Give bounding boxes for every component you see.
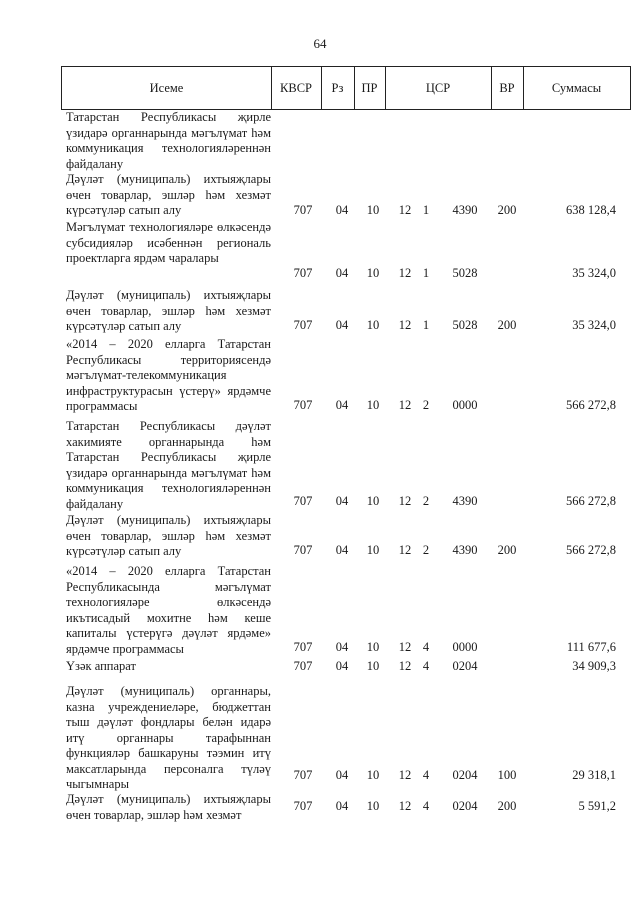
row-csr-program: 12: [398, 768, 412, 782]
row-name: Дәүләт (муниципаль) ихтыяҗлары өчен товарлар, эшләр һәм хезмәт күрсәтүләр сатып алу: [66, 288, 271, 333]
row-kvsr: 707: [293, 266, 313, 280]
row-csr-code: 4390: [452, 203, 478, 217]
row-kvsr: 707: [293, 768, 313, 782]
row-rz: 04: [335, 318, 349, 332]
row-vr: 200: [497, 318, 517, 332]
row-sum: 566 272,8: [566, 398, 616, 412]
row-name: «2014 – 2020 елларга Татарстан Республикасында мәгълүмат технологияләре өлкәсендә икътисадый мохитне һәм кеше капиталы үстерүгә дәүләт ярдәме» ярдәмче программасы: [66, 564, 271, 656]
row-csr-code: 5028: [452, 318, 478, 332]
row-rz: 04: [335, 799, 349, 813]
row-sum: 5 591,2: [578, 799, 616, 813]
row-pr: 10: [366, 640, 380, 654]
row-rz: 04: [335, 659, 349, 673]
row-name: Дәүләт (муниципаль) ихтыяҗлары өчен товарлар, эшләр һәм хезмәт: [66, 792, 271, 822]
row-sum: 638 128,4: [566, 203, 616, 217]
row-pr: 10: [366, 543, 380, 557]
row-vr: 100: [497, 768, 517, 782]
row-kvsr: 707: [293, 659, 313, 673]
header-sum: Суммасы: [551, 81, 602, 95]
row-csr-program: 12: [398, 543, 412, 557]
row-name: Үзәк аппарат: [66, 659, 136, 673]
row-sum: 35 324,0: [572, 318, 616, 332]
row-csr-subprogram: 4: [422, 799, 430, 813]
header-rz: Рз: [331, 81, 344, 95]
row-pr: 10: [366, 318, 380, 332]
row-rz: 04: [335, 543, 349, 557]
row-pr: 10: [366, 203, 380, 217]
row-kvsr: 707: [293, 799, 313, 813]
row-name: Дәүләт (муниципаль) органнары, казна учреждениеләре, бюджеттан тыш дәүләт фондлары белән идарә итү органнары тарафыннан функцияләр башкаруны тәэмин итү максатларында персоналга түләү чыгымнары: [66, 684, 271, 791]
header-vr: ВР: [499, 81, 515, 95]
row-csr-code: 0204: [452, 799, 478, 813]
row-csr-code: 4390: [452, 494, 478, 508]
row-rz: 04: [335, 266, 349, 280]
row-sum: 29 318,1: [572, 768, 616, 782]
row-kvsr: 707: [293, 640, 313, 654]
row-pr: 10: [366, 494, 380, 508]
row-csr-subprogram: 1: [422, 318, 430, 332]
row-csr-subprogram: 4: [422, 659, 430, 673]
row-csr-code: 0204: [452, 768, 478, 782]
row-csr-program: 12: [398, 318, 412, 332]
row-csr-program: 12: [398, 266, 412, 280]
row-csr-subprogram: 1: [422, 266, 430, 280]
row-rz: 04: [335, 768, 349, 782]
row-pr: 10: [366, 768, 380, 782]
table-header: [61, 66, 631, 110]
row-sum: 34 909,3: [572, 659, 616, 673]
page-number: 64: [313, 36, 327, 51]
row-sum: 35 324,0: [572, 266, 616, 280]
row-vr: 200: [497, 203, 517, 217]
row-csr-subprogram: 4: [422, 640, 430, 654]
row-kvsr: 707: [293, 494, 313, 508]
row-csr-program: 12: [398, 640, 412, 654]
row-csr-program: 12: [398, 799, 412, 813]
row-name: Татарстан Республикасы дәүләт хакимияте органнарында һәм Татарстан Республикасы җирле үзидарә органнарында мәгълүмат һәм коммуникация технологияләреннән файдалану: [66, 419, 271, 511]
row-csr-code: 4390: [452, 543, 478, 557]
row-csr-program: 12: [398, 494, 412, 508]
header-name: Исеме: [149, 81, 184, 95]
row-rz: 04: [335, 203, 349, 217]
row-name: Мәгълүмат технологияләре өлкәсендә субсидияләр исәбеннән региональ проектларга ярдәм чаралары: [66, 220, 271, 265]
row-kvsr: 707: [293, 318, 313, 332]
row-csr-subprogram: 2: [422, 398, 430, 412]
row-csr-code: 0000: [452, 398, 478, 412]
row-kvsr: 707: [293, 398, 313, 412]
row-csr-program: 12: [398, 398, 412, 412]
row-name: Дәүләт (муниципаль) ихтыяҗлары өчен товарлар, эшләр һәм хезмәт күрсәтүләр сатып алу: [66, 513, 271, 558]
row-rz: 04: [335, 640, 349, 654]
row-sum: 566 272,8: [566, 494, 616, 508]
row-rz: 04: [335, 398, 349, 412]
header-pr: ПР: [361, 81, 378, 95]
row-csr-subprogram: 1: [422, 203, 430, 217]
row-csr-subprogram: 2: [422, 543, 430, 557]
row-pr: 10: [366, 398, 380, 412]
row-csr-code: 0204: [452, 659, 478, 673]
header-kvsr: КВСР: [280, 81, 312, 95]
row-csr-code: 0000: [452, 640, 478, 654]
row-pr: 10: [366, 659, 380, 673]
row-kvsr: 707: [293, 203, 313, 217]
row-vr: 200: [497, 799, 517, 813]
header-csr: ЦСР: [425, 81, 451, 95]
row-pr: 10: [366, 266, 380, 280]
row-pr: 10: [366, 799, 380, 813]
row-csr-program: 12: [398, 659, 412, 673]
row-name: Дәүләт (муниципаль) ихтыяҗлары өчен товарлар, эшләр һәм хезмәт күрсәтүләр сатып алу: [66, 172, 271, 217]
row-csr-subprogram: 2: [422, 494, 430, 508]
row-rz: 04: [335, 494, 349, 508]
row-kvsr: 707: [293, 543, 313, 557]
row-csr-subprogram: 4: [422, 768, 430, 782]
row-sum: 111 677,6: [566, 640, 616, 654]
row-name: «2014 – 2020 елларга Татарстан Республикасы территориясендә мәгълүмат-телекоммуникация инфраструктурасын үстерү» ярдәмче программасы: [66, 337, 271, 413]
row-vr: 200: [497, 543, 517, 557]
row-sum: 566 272,8: [566, 543, 616, 557]
row-csr-program: 12: [398, 203, 412, 217]
row-name: Татарстан Республикасы җирле үзидарә органнарында мәгълүмат һәм коммуникация технологияләреннән файдалану: [66, 110, 271, 171]
row-csr-code: 5028: [452, 266, 478, 280]
